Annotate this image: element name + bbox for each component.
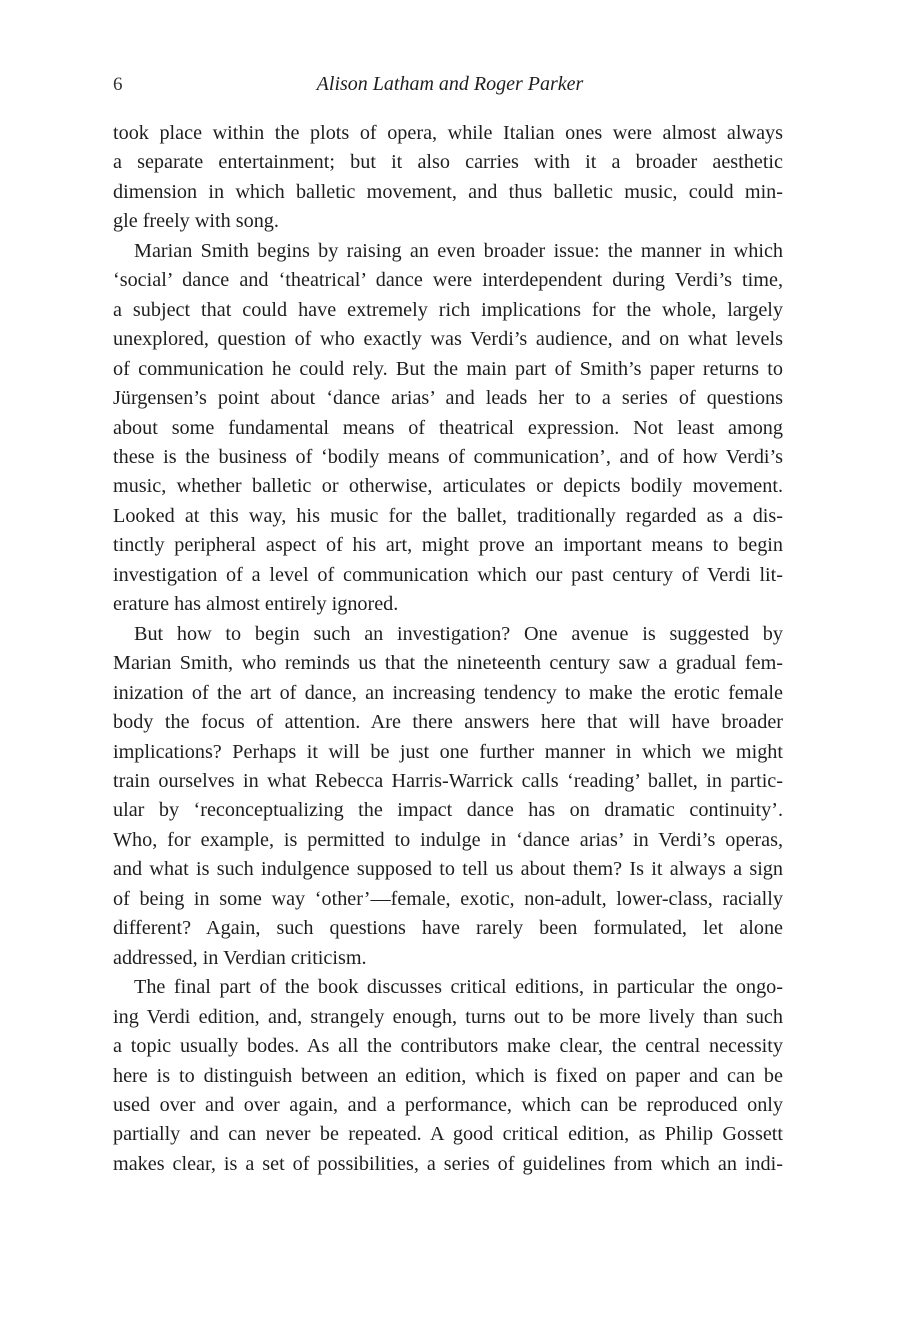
text-line: dimension in which balletic movement, and thus balletic music, could min- bbox=[113, 180, 783, 203]
text-line: ing Verdi edition, and, strangely enough, turns out to be more lively than such bbox=[113, 1005, 783, 1028]
text-line: unexplored, question of who exactly was Verdi’s audience, and on what levels bbox=[113, 328, 783, 351]
text-line: of being in some way ‘other’—female, exotic, non-adult, lower-class, racially bbox=[113, 887, 783, 910]
text-line: gle freely with song. bbox=[113, 210, 279, 233]
text-line: ‘social’ dance and ‘theatrical’ dance were interdependent during Verdi’s time, bbox=[113, 269, 783, 292]
text-line: inization of the art of dance, an increasing tendency to make the erotic female bbox=[113, 681, 783, 704]
text-line: a topic usually bodes. As all the contributors make clear, the central necessity bbox=[113, 1035, 783, 1058]
text-line: implications? Perhaps it will be just one further manner in which we might bbox=[113, 740, 783, 763]
text-line: different? Again, such questions have rarely been formulated, let alone bbox=[113, 917, 783, 940]
text-line: a separate entertainment; but it also carries with it a broader aesthetic bbox=[113, 151, 783, 174]
text-line: Looked at this way, his music for the ballet, traditionally regarded as a dis- bbox=[113, 504, 783, 527]
text-line: Marian Smith begins by raising an even broader issue: the manner in which bbox=[134, 239, 783, 262]
text-line: Who, for example, is permitted to indulge in ‘dance arias’ in Verdi’s operas, bbox=[113, 828, 783, 851]
text-line: tinctly peripheral aspect of his art, might prove an important means to begin bbox=[113, 534, 783, 557]
text-line: body the focus of attention. Are there answers here that will have broader bbox=[113, 711, 783, 734]
paragraph bbox=[113, 620, 783, 973]
paragraph bbox=[113, 973, 783, 1179]
text-line: used over and over again, and a performance, which can be reproduced only bbox=[113, 1093, 783, 1116]
text-line: Marian Smith, who reminds us that the nineteenth century saw a gradual fem- bbox=[113, 652, 783, 675]
text-line: a subject that could have extremely rich implications for the whole, largely bbox=[113, 298, 783, 321]
running-head-text: Alison Latham and Roger Parker bbox=[316, 73, 584, 95]
text-line: makes clear, is a set of possibilities, a series of guidelines from which an indi- bbox=[113, 1152, 783, 1175]
text-line: investigation of a level of communication which our past century of Verdi lit- bbox=[113, 563, 783, 586]
paragraph bbox=[113, 119, 783, 237]
text-line: music, whether balletic or otherwise, articulates or depicts bodily movement. bbox=[113, 475, 783, 498]
text-line: train ourselves in what Rebecca Harris-Warrick calls ‘reading’ ballet, in partic- bbox=[113, 769, 783, 792]
text-line: ular by ‘reconceptualizing the impact dance has on dramatic continuity’. bbox=[113, 799, 783, 822]
text-line: Jürgensen’s point about ‘dance arias’ and leads her to a series of questions bbox=[113, 387, 783, 410]
running-head bbox=[0, 73, 900, 96]
text-line: these is the business of ‘bodily means of communication’, and of how Verdi’s bbox=[113, 445, 783, 468]
text-line: about some fundamental means of theatrical expression. Not least among bbox=[113, 416, 783, 439]
text-line: and what is such indulgence supposed to tell us about them? Is it always a sign bbox=[113, 858, 783, 881]
text-line: of communication he could rely. But the main part of Smith’s paper returns to bbox=[113, 357, 783, 380]
text-line: erature has almost entirely ignored. bbox=[113, 593, 399, 616]
text-line: here is to distinguish between an edition, which is fixed on paper and can be bbox=[113, 1064, 783, 1087]
text-line: took place within the plots of opera, while Italian ones were almost always bbox=[113, 122, 783, 144]
text-line: The final part of the book discusses critical editions, in particular the ongo- bbox=[134, 976, 783, 999]
body-text bbox=[113, 119, 783, 1179]
text-line: partially and can never be repeated. A good critical edition, as Philip Gossett bbox=[113, 1123, 783, 1146]
paragraph bbox=[113, 237, 783, 620]
text-line: addressed, in Verdian criticism. bbox=[113, 946, 367, 969]
text-line: But how to begin such an investigation? One avenue is suggested by bbox=[134, 622, 783, 645]
page-number: 6 bbox=[113, 74, 123, 95]
